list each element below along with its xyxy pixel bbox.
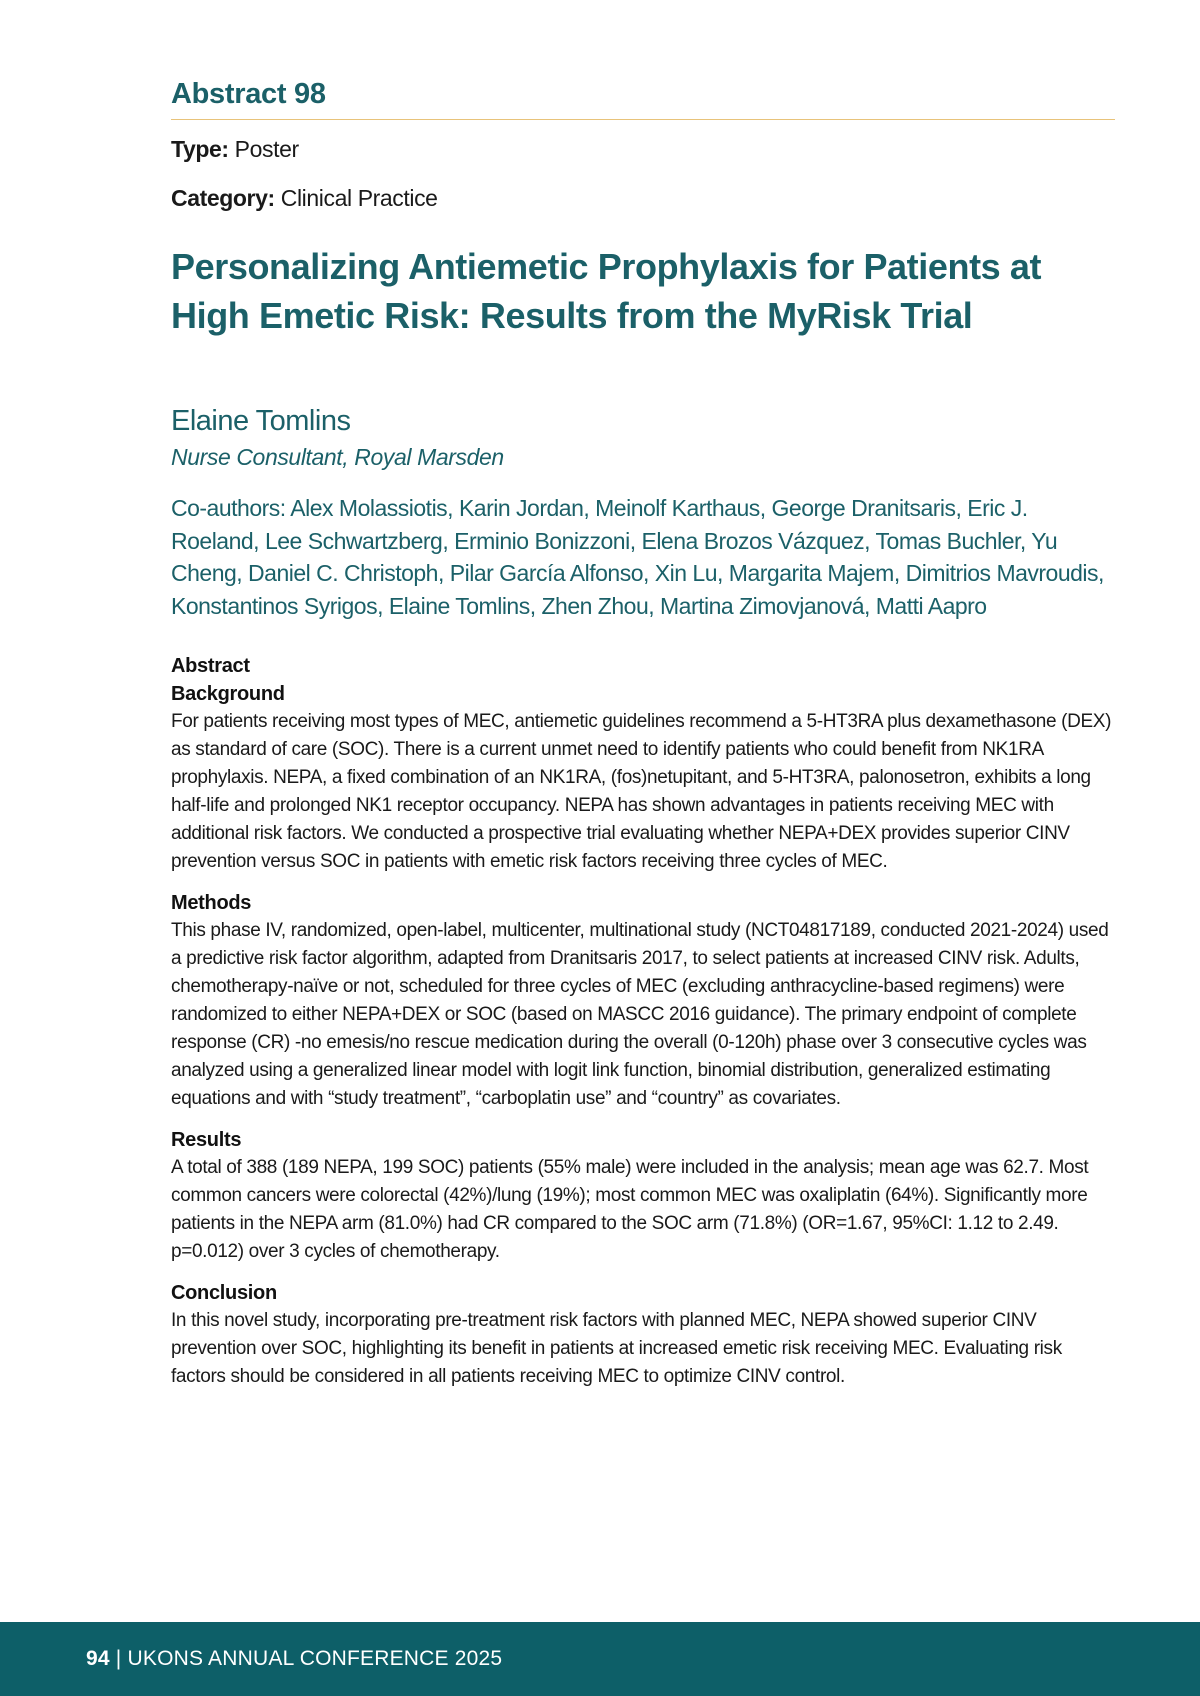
category-label: Category: (171, 185, 275, 211)
category-value: Clinical Practice (280, 185, 438, 211)
conclusion-heading: Conclusion (171, 1282, 277, 1304)
background-heading: Background (171, 683, 285, 705)
type-label: Type: (171, 136, 229, 162)
category-line (171, 185, 1115, 212)
methods-heading: Methods (171, 892, 252, 914)
page-number: 94 (86, 1647, 110, 1670)
conclusion-body: In this novel study, incorporating pre-treatment risk factors with planned MEC, NEPA showed superior CINV prevention over SOC, highlighting its benefit in patients at increased emetic risk receiving MEC. Evaluating risk factors should be considered in all patients receiving MEC to optimize CINV control. (171, 1310, 1062, 1387)
background-section (171, 680, 1115, 876)
abstract-page (171, 78, 1115, 1391)
results-section (171, 1126, 1115, 1266)
author-role: Nurse Consultant, Royal Marsden (171, 444, 504, 470)
methods-body: This phase IV, randomized, open-label, multicenter, multinational study (NCT04817189, conducted 2021-2024) used a predictive risk factor algorithm, adapted from Dranitsaris 2017, to select patients at increased CINV risk. Adults, chemotherapy-naïve or not, scheduled for three cycles of MEC (excluding anthracycline-based regimens) were randomized to either NEPA+DEX or SOC (based on MASCC 2016 guidance). The primary endpoint of complete response (CR) -no emesis/no rescue medication during the overall (0-120h) phase over 3 consecutive cycles was analyzed using a generalized linear model with logit link function, binomial distribution, generalized estimating equations and with “study treatment”, “carboplatin use” and “country” as covariates. (171, 920, 1109, 1109)
footer-separator: | (109, 1647, 128, 1670)
results-heading: Results (171, 1129, 242, 1151)
background-body: For patients receiving most types of MEC, antiemetic guidelines recommend a 5-HT3RA plus dexamethasone (DEX) as standard of care (SOC). There is a current unmet need to identify patients who could benefit from NK1RA prophylaxis. NEPA, a fixed combination of an NK1RA, (fos)netupitant, and 5-HT3RA, palonosetron, exhibits a long half-life and prolonged NK1 receptor occupancy. NEPA has shown advantages in patients receiving MEC with additional risk factors. We conducted a prospective trial evaluating whether NEPA+DEX provides superior CINV prevention versus SOC in patients with emetic risk factors receiving three cycles of MEC. (171, 711, 1112, 872)
results-body: A total of 388 (189 NEPA, 199 SOC) patients (55% male) were included in the analysis; mean age was 62.7. Most common cancers were colorectal (42%)/lung (19%); most common MEC was oxaliplatin (64%). Significantly more patients in the NEPA arm (81.0%) had CR compared to the SOC arm (71.8%) (OR=1.67, 95%CI: 1.12 to 2.49. p=0.012) over 3 cycles of chemotherapy. (171, 1157, 1089, 1262)
methods-section (171, 889, 1115, 1113)
conclusion-section (171, 1279, 1115, 1391)
type-value: Poster (234, 136, 299, 162)
author-name: Elaine Tomlins (171, 405, 351, 437)
footer-bar (0, 1622, 1200, 1696)
abstract-title: Personalizing Antiemetic Prophylaxis for Patients at High Emetic Risk: Results from the MyRisk Trial (171, 246, 1042, 336)
abstract-heading: Abstract (171, 655, 250, 677)
abstract-number: Abstract 98 (171, 78, 1115, 120)
conference-name: UKONS ANNUAL CONFERENCE 2025 (127, 1647, 503, 1670)
type-line (171, 136, 1115, 163)
coauthors: Co-authors: Alex Molassiotis, Karin Jordan, Meinolf Karthaus, George Dranitsaris, Eric J. Roeland, Lee Schwartzberg, Erminio Bonizzoni, Elena Brozos Vázquez, Tomas Buchler, Yu Cheng, Daniel C. Christoph, Pilar García Alfonso, Xin Lu, Margarita Majem, Dimitrios Mavroudis, Konstantinos Syrigos, Elaine Tomlins, Zhen Zhou, Martina Zimovjanová, Matti Aapro (171, 495, 1104, 619)
footer-text (86, 1647, 502, 1671)
